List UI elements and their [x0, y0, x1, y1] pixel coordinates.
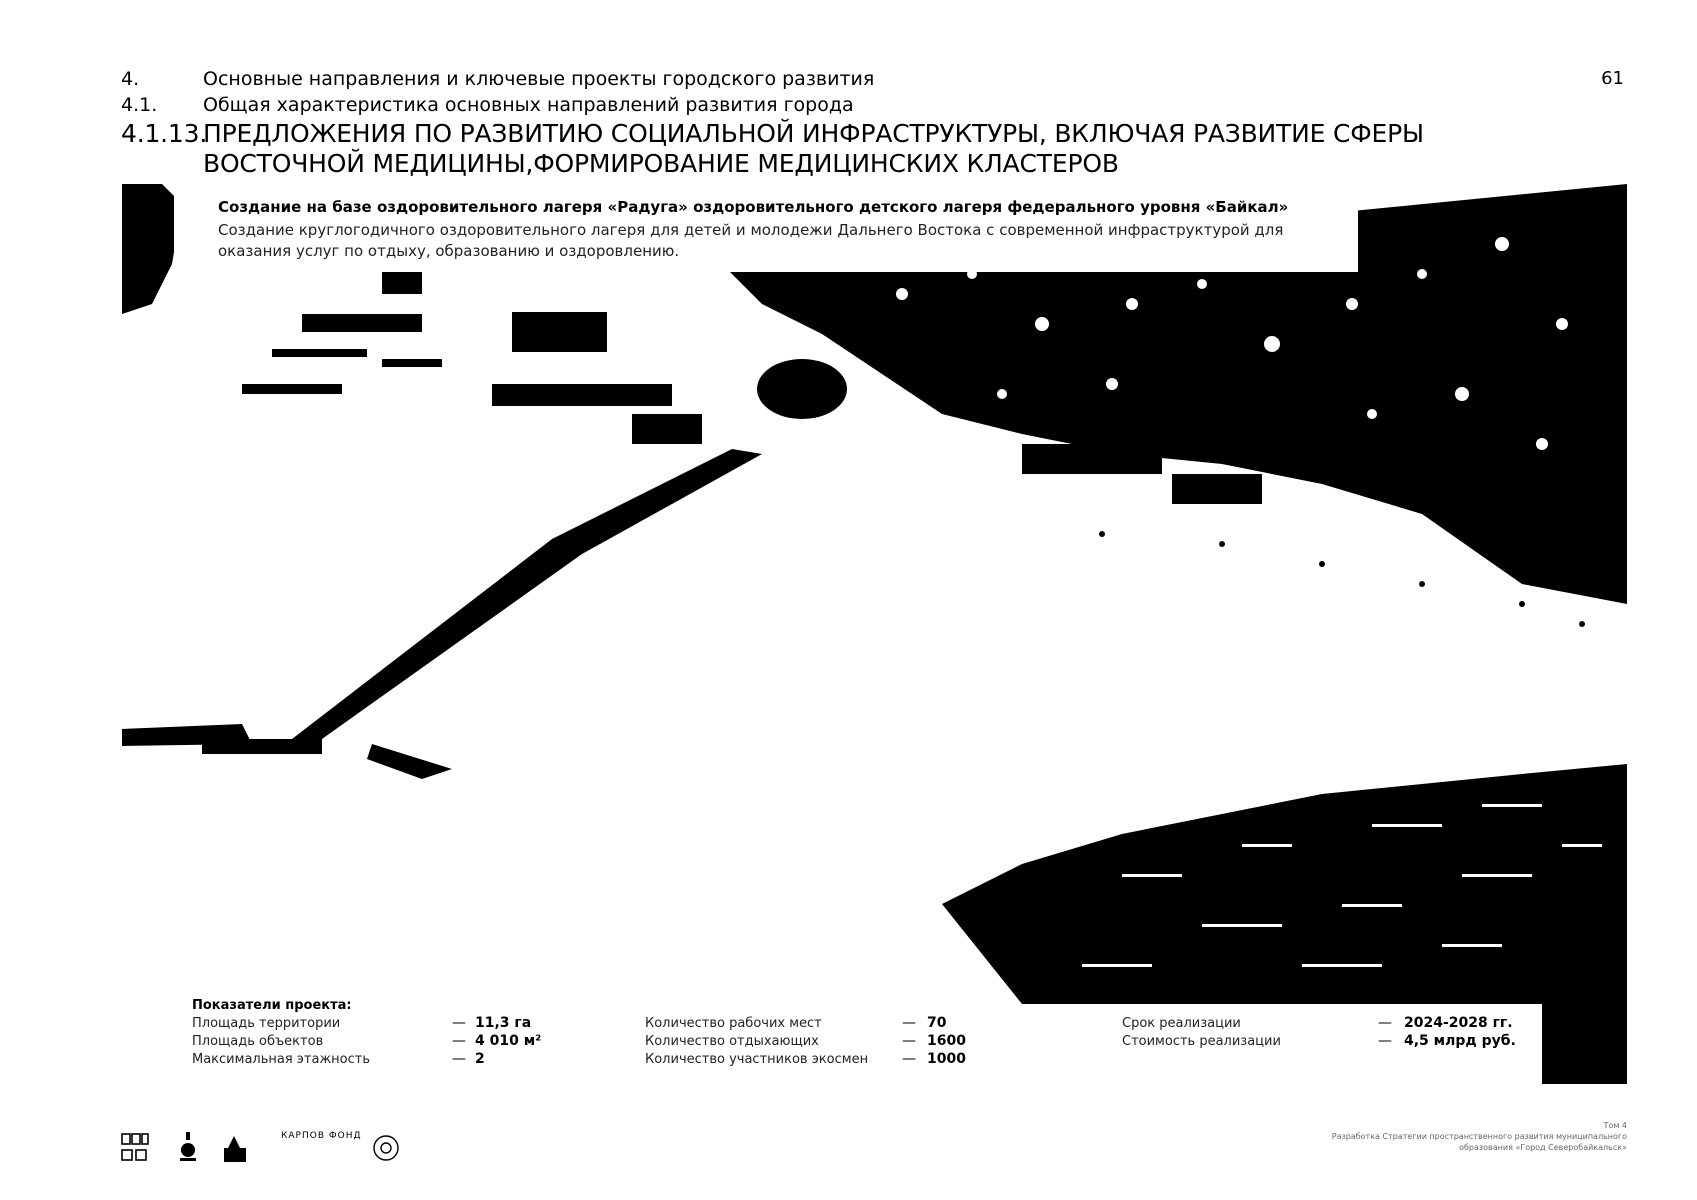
section-title-line-2: ВОСТОЧНОЙ МЕДИЦИНЫ,ФОРМИРОВАНИЕ МЕДИЦИНСКИХ КЛАСТЕРОВ [203, 149, 1119, 178]
city-emblem-logo [224, 1136, 246, 1162]
heading-text-1: Основные направления и ключевые проекты городского развития [203, 68, 875, 90]
indicator-label: Площадь объектов [192, 1034, 324, 1049]
footer-note [1207, 1120, 1627, 1153]
indicator-value: 70 [927, 1015, 947, 1031]
indicator-label: Количество участников экосмен [645, 1052, 869, 1067]
indicator-label: Стоимость реализации [1122, 1034, 1281, 1049]
camp-aerial-photo [122, 184, 1627, 1084]
indicator-label: Площадь территории [192, 1016, 341, 1031]
project-description: Создание круглогодичного оздоровительного лагеря для детей и молодежи Дальнего Востока с современной инфраструктурой для оказания услуг по отдыху, образованию и оздоровлению. [218, 221, 1284, 260]
indicator-label: Максимальная этажность [192, 1052, 371, 1067]
heading-text-2: Общая характеристика основных направлений развития города [203, 94, 854, 116]
section-title-line-1: ПРЕДЛОЖЕНИЯ ПО РАЗВИТИЮ СОЦИАЛЬНОЙ ИНФРАСТРУКТУРЫ, ВКЛЮЧАЯ РАЗВИТИЕ СФЕРЫ [203, 119, 1424, 148]
indicator-dash: — [452, 1015, 466, 1031]
heading-number-1: 4. [121, 68, 140, 90]
page-number: 61 [1601, 68, 1624, 89]
emblem-logo [180, 1132, 196, 1161]
indicator-value: 2024-2028 гг. [1404, 1015, 1513, 1031]
heading-number-2: 4.1. [121, 94, 158, 116]
indicator-dash: — [902, 1033, 916, 1049]
indicator-value: 1600 [927, 1033, 966, 1049]
indicator-value: 1000 [927, 1051, 966, 1067]
indicator-dash: — [1378, 1033, 1392, 1049]
indicator-dash: — [1378, 1015, 1392, 1031]
indicator-dash: — [902, 1051, 916, 1067]
section-number: 4.1.13. [121, 119, 208, 148]
indicator-value: 4 010 м² [475, 1033, 542, 1049]
karpov-fond-logo: КАРПОВ ФОНД [281, 1131, 362, 1141]
partner-logos [118, 1128, 418, 1168]
indicators-title: Показатели проекта: [192, 998, 352, 1013]
indicator-dash: — [452, 1051, 466, 1067]
footer-volume: Том 4 [1603, 1121, 1627, 1130]
seal-logo [374, 1136, 398, 1160]
indicator-dash: — [452, 1033, 466, 1049]
indicator-label: Количество рабочих мест [645, 1016, 822, 1031]
dom-rf-logo [122, 1134, 148, 1160]
project-title: Создание на базе оздоровительного лагеря «Радуга» оздоровительного детского лагеря федерального уровня «Байкал» [218, 198, 1289, 216]
indicator-dash: — [902, 1015, 916, 1031]
indicator-label: Количество отдыхающих [645, 1034, 819, 1049]
indicator-value: 11,3 га [475, 1015, 532, 1031]
indicator-value: 4,5 млрд руб. [1404, 1033, 1516, 1049]
indicator-value: 2 [475, 1051, 485, 1067]
indicator-label: Срок реализации [1122, 1016, 1241, 1031]
project-caption-box [174, 186, 1358, 272]
footer-line-3: образования «Город Северобайкальск» [1459, 1143, 1627, 1152]
footer-line-2: Разработка Стратегии пространственного развития муниципального [1331, 1132, 1627, 1141]
